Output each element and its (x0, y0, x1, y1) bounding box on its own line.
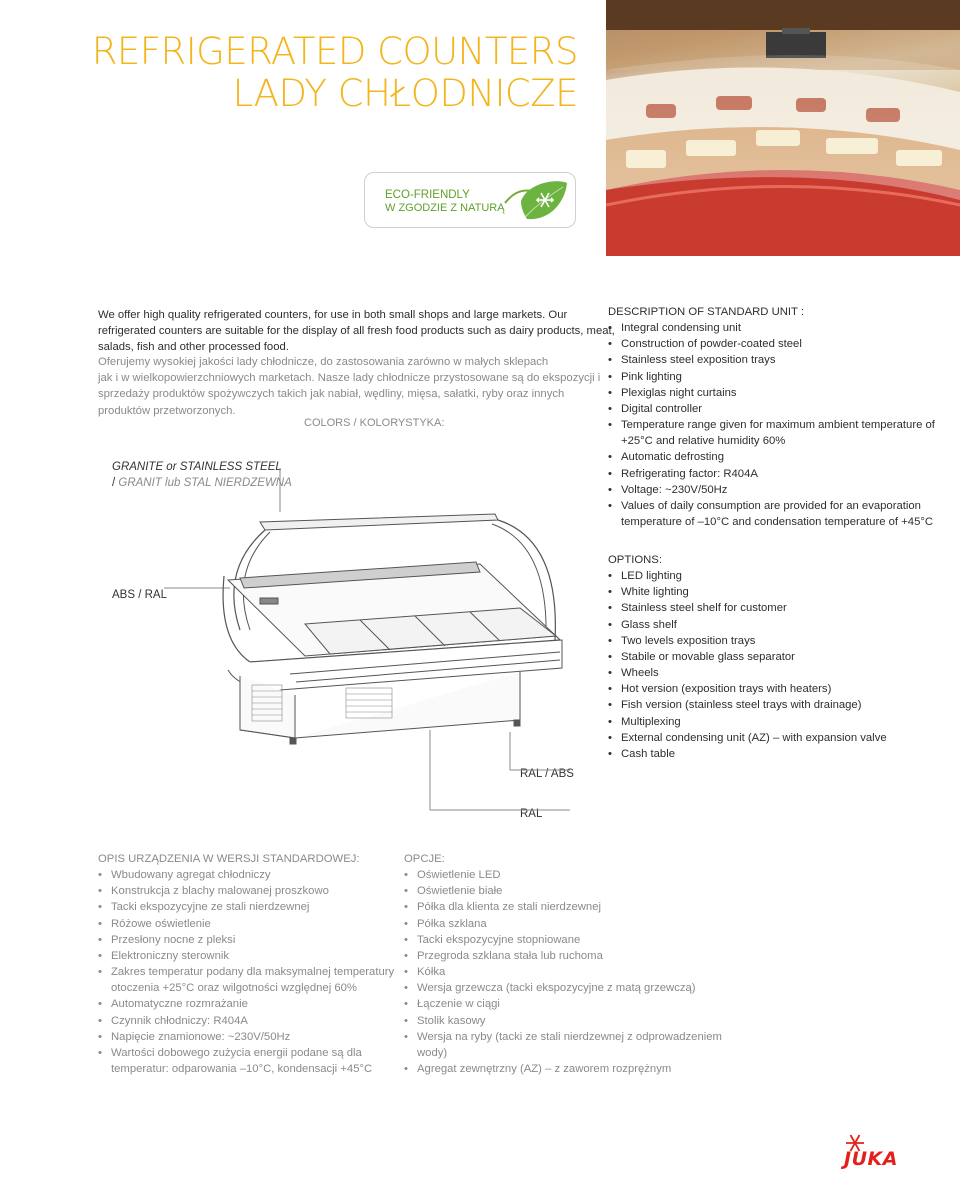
callout-ral-abs: RAL / ABS (520, 768, 574, 780)
description-item: • Refrigerating factor: R404A (608, 466, 953, 482)
description-item: • Construction of powder-coated steel (608, 336, 953, 352)
description-item: • Pink lighting (608, 369, 953, 385)
opcje-item: • Kółka (404, 964, 724, 980)
callout-abs-ral: ABS / RAL (112, 589, 167, 601)
opcje-list (404, 867, 724, 1077)
eco-line-en: ECO-FRIENDLY (385, 189, 470, 201)
opis-item: • Wartości dobowego zużycia energii podane są dla temperatur: odparowania –10°C, kondensacji +45°C (98, 1045, 398, 1077)
description-heading: DESCRIPTION OF STANDARD UNIT : (608, 306, 805, 318)
opis-item: • Napięcie znamionowe: ~230V/50Hz (98, 1029, 398, 1045)
intro-polish (98, 354, 618, 419)
opcje-item: • Oświetlenie LED (404, 867, 724, 883)
opis-item: • Konstrukcja z blachy malowanej proszkowo (98, 883, 398, 899)
description-item: • Values of daily consumption are provided for an evaporation temperature of –10°C and condensation temperature of +45°C (608, 498, 953, 530)
description-item: • Plexiglas night curtains (608, 385, 953, 401)
opcje-item: • Wersja na ryby (tacki ze stali nierdzewnej z odprowadzeniem wody) (404, 1029, 724, 1061)
callout-granite-slash: / (112, 477, 119, 489)
opcje-section (404, 851, 724, 1077)
option-item: • LED lighting (608, 568, 953, 584)
option-item: • Cash table (608, 746, 953, 762)
options-section (608, 552, 953, 762)
description-item: • Voltage: ~230V/50Hz (608, 482, 953, 498)
option-item: • Stainless steel shelf for customer (608, 600, 953, 616)
opcje-item: • Półka szklana (404, 916, 724, 932)
description-item: • Integral condensing unit (608, 320, 953, 336)
logo-text: JUKA (844, 1148, 898, 1170)
opis-item: • Automatyczne rozmrażanie (98, 996, 398, 1012)
intro-english: We offer high quality refrigerated counters, for use in both small shops and large markets. Our refrigerated counters are suitable for the display of all fresh food products such as dairy products, meat, salads, fish and other processed food. (98, 309, 615, 354)
intro-pl-line1: Oferujemy wysokiej jakości lady chłodnicze, do zastosowania zarówno w małych sklepach (98, 356, 549, 368)
intro-pl-rest: Nasze lady chłodnicze przystosowane są do ekspozycji i sprzedaży produktów spożywczych takich jak nabiał, wędliny, mięsa, sałatki, ryby oraz innych produktów przetworzonych. (98, 372, 601, 417)
option-item: • Glass shelf (608, 617, 953, 633)
opis-item: • Elektroniczny sterownik (98, 948, 398, 964)
option-item: • Two levels exposition trays (608, 633, 953, 649)
option-item: • Fish version (stainless steel trays with drainage) (608, 697, 953, 713)
opcje-heading: OPCJE: (404, 853, 445, 865)
description-item: • Temperature range given for maximum ambient temperature of +25°C and relative humidity 60% (608, 417, 953, 449)
options-heading: OPTIONS: (608, 554, 662, 566)
description-item: • Automatic defrosting (608, 449, 953, 465)
opcje-item: • Półka dla klienta ze stali nierdzewnej (404, 899, 724, 915)
option-item: • Multiplexing (608, 714, 953, 730)
leaf-icon (503, 179, 569, 223)
opis-item: • Przesłony nocne z pleksi (98, 932, 398, 948)
option-item: • External condensing unit (AZ) – with expansion valve (608, 730, 953, 746)
opis-item: • Wbudowany agregat chłodniczy (98, 867, 398, 883)
deli-counter-photo (606, 0, 960, 256)
callout-granite-en: GRANITE or STAINLESS STEEL (112, 461, 282, 473)
opis-item: • Różowe oświetlenie (98, 916, 398, 932)
description-standard-unit (608, 304, 953, 530)
description-item: • Stainless steel exposition trays (608, 352, 953, 368)
opis-section (98, 851, 398, 1077)
opis-item: • Czynnik chłodniczy: R404A (98, 1013, 398, 1029)
opcje-item: • Oświetlenie białe (404, 883, 724, 899)
opcje-item: • Agregat zewnętrzny (AZ) – z zaworem rozprężnym (404, 1061, 724, 1077)
option-item: • Hot version (exposition trays with heaters) (608, 681, 953, 697)
juka-logo (844, 1134, 914, 1170)
opis-item: • Zakres temperatur podany dla maksymalnej temperatury otoczenia +25°C oraz wilgotności względnej 60% (98, 964, 398, 996)
counter-drawing (100, 440, 600, 820)
option-item: • Stabile or movable glass separator (608, 649, 953, 665)
intro-pl-line2: jak i w wielkopowierzchniowych marketach. (98, 372, 315, 385)
title-english: REFRIGERATED COUNTERS (91, 30, 578, 73)
description-item: • Digital controller (608, 401, 953, 417)
callout-ral: RAL (520, 808, 543, 820)
opcje-item: • Wersja grzewcza (tacki ekspozycyjne z matą grzewczą) (404, 980, 724, 996)
option-item: • White lighting (608, 584, 953, 600)
opcje-item: • Stolik kasowy (404, 1013, 724, 1029)
opis-item: • Tacki ekspozycyjne ze stali nierdzewnej (98, 899, 398, 915)
opcje-item: • Łączenie w ciągi (404, 996, 724, 1012)
callout-granite-pl: GRANIT lub STAL NIERDZEWNA (118, 477, 292, 489)
eco-line-pl: W ZGODZIE Z NATURĄ (385, 202, 505, 214)
opcje-item: • Tacki ekspozycyjne stopniowane (404, 932, 724, 948)
opcje-item: • Przegroda szklana stała lub ruchoma (404, 948, 724, 964)
colors-label: COLORS / KOLORYSTYKA: (304, 417, 445, 429)
opis-heading: OPIS URZĄDZENIA W WERSJI STANDARDOWEJ: (98, 853, 360, 865)
title-polish: LADY CHŁODNICZE (232, 72, 578, 115)
opis-list (98, 867, 398, 1077)
eco-friendly-badge (364, 172, 576, 228)
option-item: • Wheels (608, 665, 953, 681)
options-list (608, 568, 953, 762)
description-list (608, 320, 953, 530)
